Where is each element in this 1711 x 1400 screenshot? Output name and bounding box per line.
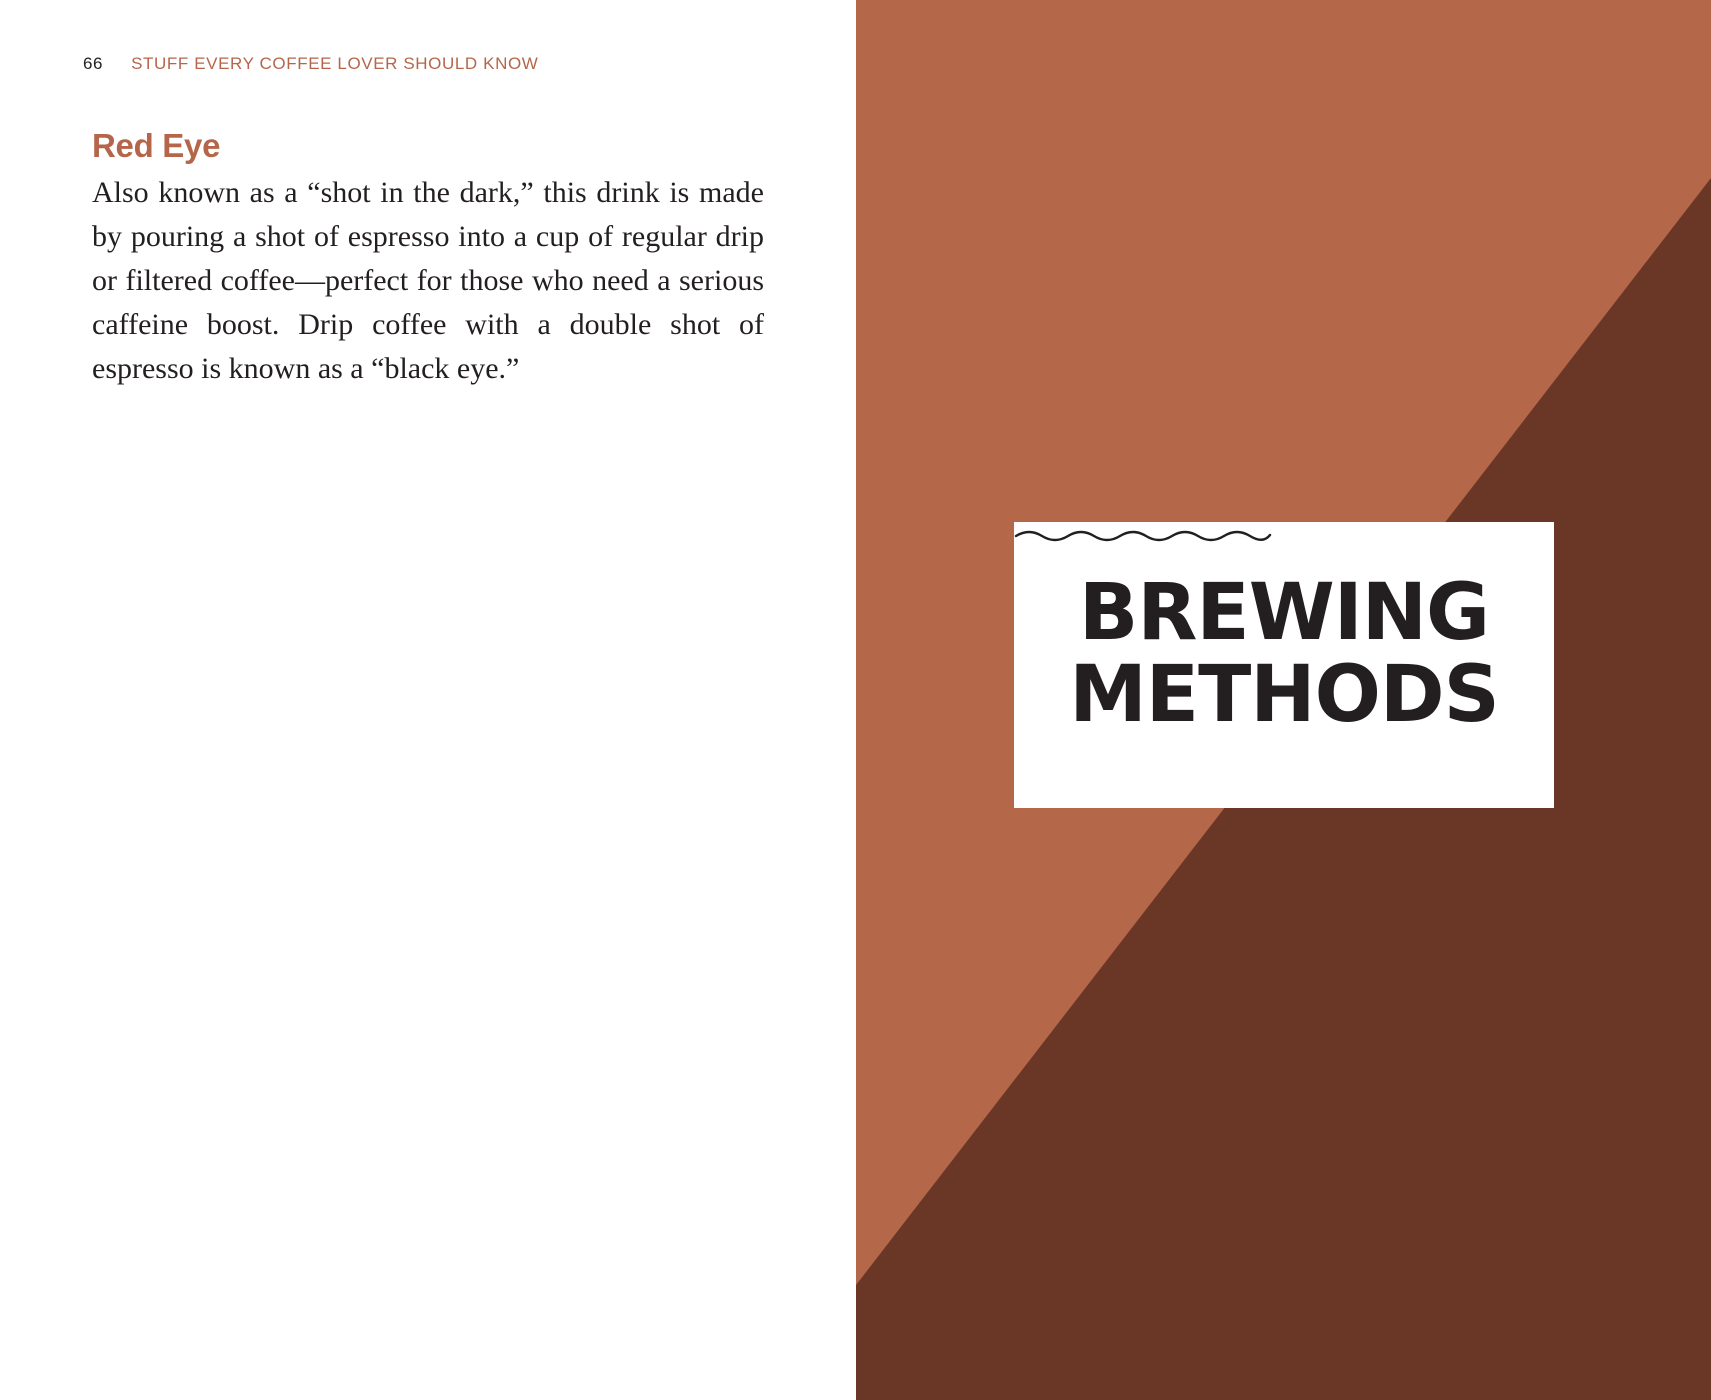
chapter-title xyxy=(1014,568,1554,740)
right-page xyxy=(856,0,1711,1400)
chapter-title-line-2: METHODS xyxy=(1069,650,1499,740)
book-title: STUFF EVERY COFFEE LOVER SHOULD KNOW xyxy=(131,54,539,73)
chapter-title-card xyxy=(1014,522,1554,808)
page-number: 66 xyxy=(83,54,104,73)
running-head xyxy=(83,53,538,75)
entry-body: Also known as a “shot in the dark,” this drink is made by pouring a shot of espresso into a cup of regular drip or filtered coffee—perfect for those who need a serious caffeine boost. Drip coffee with a double shot of espresso is known as a “black eye.” xyxy=(92,176,764,385)
chapter-title-line-1: BREWING xyxy=(1078,568,1490,658)
entry-heading: Red Eye xyxy=(92,127,221,164)
squiggle-divider-icon xyxy=(1014,528,1272,544)
